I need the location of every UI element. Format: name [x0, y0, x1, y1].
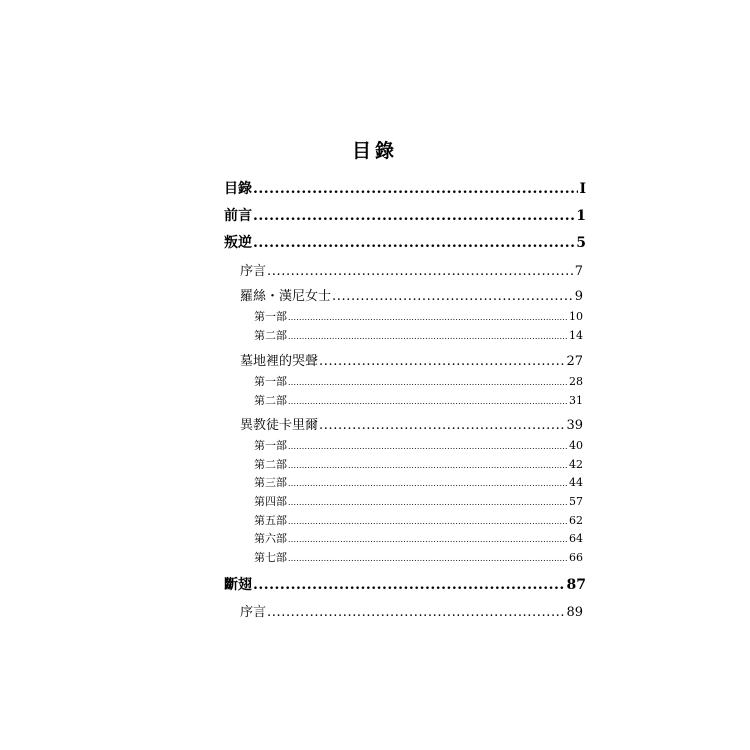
toc-entry-label: 第四部: [254, 495, 287, 508]
toc-entry-page-number: 40: [569, 439, 583, 452]
toc-heading: 目錄: [351, 140, 398, 162]
toc-entry-page-number: 9: [574, 289, 583, 304]
dot-leader: [253, 577, 566, 593]
toc-entry-label: 第二部: [254, 329, 287, 342]
dot-leader: [288, 313, 568, 322]
dot-leader: [319, 418, 565, 433]
toc-entry: [254, 327, 583, 343]
toc-entry-page-number: 14: [569, 329, 583, 342]
dot-leader: [332, 289, 574, 304]
toc-entry-page-number: 62: [569, 514, 583, 527]
dot-leader: [253, 208, 575, 224]
toc-entry-page-number: 31: [569, 394, 583, 407]
toc-entry: [254, 493, 583, 509]
toc-entry-page-number: I: [579, 181, 586, 197]
dot-leader: [288, 517, 568, 526]
toc-entry-page-number: 64: [569, 532, 583, 545]
toc-entry: [240, 285, 583, 304]
toc-entry: [254, 530, 583, 546]
toc-entry-label: 目錄: [224, 181, 252, 197]
toc-entry-page-number: 66: [569, 551, 583, 564]
dot-leader: [253, 181, 578, 197]
dot-leader: [288, 442, 568, 451]
dot-leader: [288, 535, 568, 544]
toc-entry-page-number: 89: [566, 605, 583, 620]
toc-entry: [224, 178, 586, 198]
toc-entry: [254, 392, 583, 408]
toc-entry: [240, 350, 583, 369]
toc-entry-label: 序言: [240, 264, 267, 279]
toc-entry: [240, 601, 583, 620]
toc-entry-label: 前言: [224, 208, 252, 224]
toc-entry: [254, 512, 583, 528]
toc-entry: [254, 437, 583, 453]
toc-entry-label: 異教徒卡里爾: [240, 418, 319, 433]
dot-leader: [319, 354, 565, 369]
toc-entry-label: 墓地裡的哭聲: [240, 354, 319, 369]
toc-entry-label: 第一部: [254, 310, 287, 323]
toc-entry: [224, 232, 586, 252]
toc-entry-label: 第二部: [254, 458, 287, 471]
toc-entry: [224, 205, 586, 225]
dot-leader: [253, 235, 575, 251]
toc-entry: [254, 308, 583, 324]
dot-leader: [288, 332, 568, 341]
toc-entry-label: 第三部: [254, 476, 287, 489]
dot-leader: [288, 461, 568, 470]
toc-entry-page-number: 10: [569, 310, 583, 323]
dot-leader: [288, 397, 568, 406]
toc-entry-page-number: 42: [569, 458, 583, 471]
dot-leader: [267, 264, 574, 279]
toc-entry-label: 羅絲・漢尼女士: [240, 289, 332, 304]
toc-entry: [240, 414, 583, 433]
toc-entry: [224, 574, 586, 594]
toc-entry-label: 第二部: [254, 394, 287, 407]
toc-entry-label: 第一部: [254, 439, 287, 452]
toc-entry-page-number: 28: [569, 375, 583, 388]
toc-entry: [240, 260, 583, 279]
toc-entry-label: 叛逆: [224, 235, 252, 251]
toc-entry-page-number: 44: [569, 476, 583, 489]
toc-entry-page-number: 39: [566, 418, 583, 433]
toc-entry: [254, 474, 583, 490]
toc-entry-page-number: 87: [566, 577, 586, 593]
toc-entry: [254, 456, 583, 472]
dot-leader: [288, 479, 568, 488]
toc-entry-page-number: 1: [576, 208, 586, 224]
toc-entry: [254, 549, 583, 565]
toc-entry-label: 第六部: [254, 532, 287, 545]
toc-entry: [254, 373, 583, 389]
toc-entry-page-number: 27: [566, 354, 583, 369]
toc-entry-page-number: 5: [576, 235, 586, 251]
toc-entry-page-number: 7: [574, 264, 583, 279]
toc-entry-label: 序言: [240, 605, 267, 620]
dot-leader: [288, 378, 568, 387]
dot-leader: [288, 554, 568, 563]
toc-entry-label: 第七部: [254, 551, 287, 564]
dot-leader: [288, 498, 568, 507]
toc-entry-label: 斷翅: [224, 577, 252, 593]
dot-leader: [267, 605, 565, 620]
toc-entry-page-number: 57: [569, 495, 583, 508]
toc-entry-label: 第一部: [254, 375, 287, 388]
toc-entry-label: 第五部: [254, 514, 287, 527]
